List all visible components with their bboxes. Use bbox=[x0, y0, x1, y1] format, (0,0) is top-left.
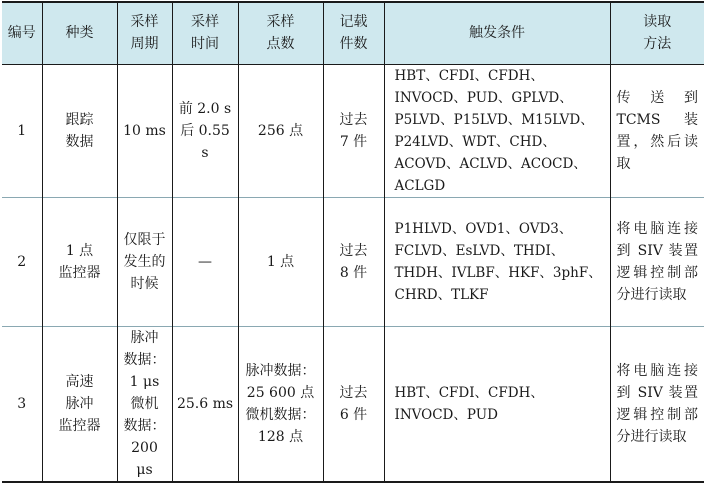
cell-id: 1 bbox=[2, 64, 42, 197]
header-cell-time: 采样 时间 bbox=[172, 2, 238, 64]
cell-time: — bbox=[172, 197, 238, 326]
cell-time: 前 2.0 s 后 0.55 s bbox=[172, 64, 238, 197]
cell-trigger: HBT、CFDI、CFDH、INVOCD、PUD bbox=[384, 326, 610, 482]
table-row bbox=[2, 197, 704, 326]
cell-records: 过去 8 件 bbox=[323, 197, 384, 326]
cell-records: 过去 7 件 bbox=[323, 64, 384, 197]
cell-records: 过去 6 件 bbox=[323, 326, 384, 482]
cell-method: 传送到 TCMS 装置，然后读取 bbox=[610, 64, 704, 197]
cell-points: 256 点 bbox=[238, 64, 323, 197]
cell-type: 高速 脉冲 监控器 bbox=[42, 326, 117, 482]
cell-points: 1 点 bbox=[238, 197, 323, 326]
header-cell-records: 记载 件数 bbox=[323, 2, 384, 64]
header-cell-type: 种类 bbox=[42, 2, 117, 64]
header-cell-id: 编号 bbox=[2, 2, 42, 64]
cell-period: 脉冲 数据： 1 μs 微机 数据： 200 μs bbox=[117, 326, 172, 482]
header-cell-points: 采样 点数 bbox=[238, 2, 323, 64]
table-row bbox=[2, 326, 704, 482]
cell-id: 2 bbox=[2, 197, 42, 326]
header-row bbox=[2, 2, 704, 64]
data-recording-table bbox=[2, 1, 704, 483]
cell-type: 1 点 监控器 bbox=[42, 197, 117, 326]
cell-trigger: HBT、CFDI、CFDH、INVOCD、PUD、GPLVD、P5LVD、P15LVD、M15LVD、P24LVD、WDT、CHD、ACOVD、ACLVD、ACOCD、ACLGD bbox=[384, 64, 610, 197]
cell-points: 脉冲数据： 25 600 点 微机数据： 128 点 bbox=[238, 326, 323, 482]
cell-period: 10 ms bbox=[117, 64, 172, 197]
header-cell-period: 采样 周期 bbox=[117, 2, 172, 64]
cell-method: 将电脑连接到 SIV 装置逻辑控制部分进行读取 bbox=[610, 197, 704, 326]
cell-type: 跟踪 数据 bbox=[42, 64, 117, 197]
cell-trigger: P1HLVD、OVD1、OVD3、FCLVD、EsLVD、THDI、THDH、IVLBF、HKF、3phF、CHRD、TLKF bbox=[384, 197, 610, 326]
header-cell-method: 读取 方法 bbox=[610, 2, 704, 64]
header-cell-trigger: 触发条件 bbox=[384, 2, 610, 64]
data-recording-table-container bbox=[2, 1, 704, 478]
cell-period: 仅限于 发生的 时候 bbox=[117, 197, 172, 326]
cell-time: 25.6 ms bbox=[172, 326, 238, 482]
table-row bbox=[2, 64, 704, 197]
cell-method: 将电脑连接到 SIV 装置逻辑控制部分进行读取 bbox=[610, 326, 704, 482]
cell-id: 3 bbox=[2, 326, 42, 482]
